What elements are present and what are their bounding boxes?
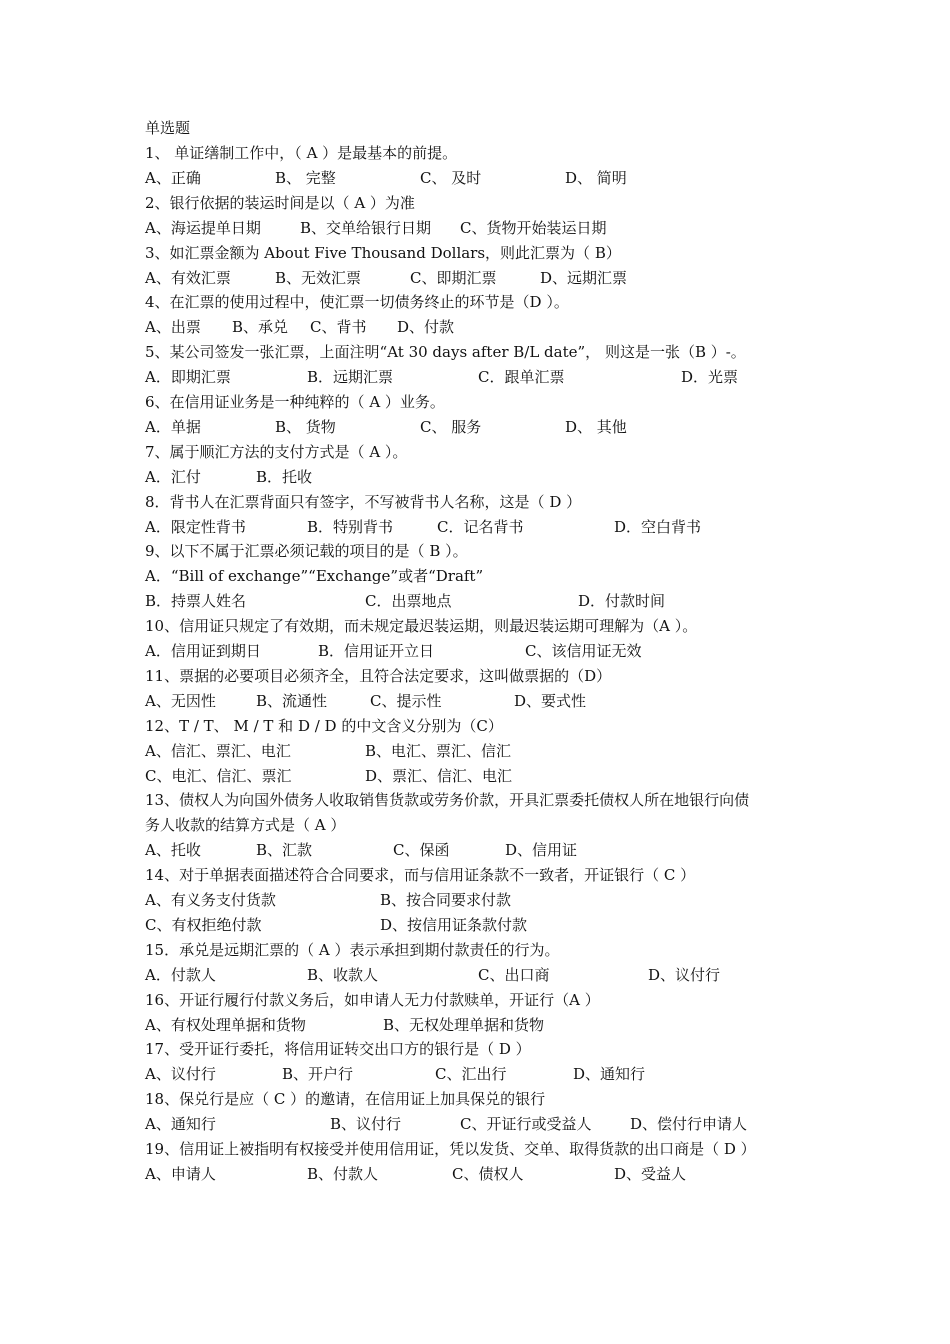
answer-option: A、通知行	[145, 1115, 216, 1134]
question-text-continued: 务人收款的结算方式是（ A ）	[145, 816, 346, 835]
answer-option: B．托收	[256, 467, 313, 486]
answer-option: C．记名背书	[437, 517, 524, 536]
section-title: 单选题	[145, 119, 191, 137]
answer-option: A．付款人	[145, 965, 216, 984]
answer-option: A、正确	[145, 168, 201, 187]
answer-option: B、 完整	[275, 168, 336, 187]
answer-option: D、远期汇票	[540, 268, 628, 287]
answer-option: A、申请人	[145, 1164, 216, 1183]
answer-option: A．限定性背书	[145, 517, 246, 536]
answer-option: B、 货物	[275, 417, 336, 436]
answer-option: D、议付行	[648, 965, 721, 984]
answer-option: D、偿付行申请人	[630, 1115, 748, 1134]
answer-option: C．出票地点	[365, 592, 452, 611]
answer-option: C、提示性	[370, 691, 442, 710]
answer-option: C．跟单汇票	[478, 368, 565, 387]
answer-option: A、出票	[145, 318, 201, 337]
answer-option: C、开证行或受益人	[460, 1115, 592, 1134]
answer-option: B．特别背书	[307, 517, 394, 536]
answer-option: C、该信用证无效	[525, 642, 642, 660]
answer-option: B．持票人姓名	[145, 592, 247, 611]
answer-option: D、信用证	[505, 841, 578, 860]
answer-option: D、付款	[397, 318, 455, 337]
answer-option: B、无权处理单据和货物	[383, 1015, 545, 1034]
question-text: 1、 单证缮制工作中，（ A ）是最基本的前提。	[145, 144, 458, 162]
question-text: 4、在汇票的使用过程中，使汇票一切债务终止的环节是（D ）。	[145, 293, 569, 312]
answer-option: D、 简明	[565, 168, 627, 187]
answer-option: B、交单给银行日期	[300, 218, 432, 237]
answer-option: D、受益人	[614, 1164, 687, 1183]
question-text: 8．背书人在汇票背面只有签字，不写被背书人名称，这是（ D ）	[145, 492, 582, 511]
answer-option: D、通知行	[573, 1065, 646, 1084]
answer-option: A、有效汇票	[145, 268, 231, 287]
question-text: 2、银行依据的装运时间是以（ A ）为准	[145, 193, 415, 212]
answer-option: B、电汇、票汇、信汇	[365, 741, 512, 760]
question-text: 19、信用证上被指明有权接受并使用信用证，凭以发货、交单、取得货款的出口商是（ D ）	[145, 1140, 756, 1158]
question-text: 11、票据的必要项目必须齐全，且符合法定要求，这叫做票据的（D）	[145, 666, 612, 685]
answer-option: D．光票	[681, 368, 739, 387]
answer-option: B、汇款	[256, 841, 313, 860]
answer-option: D、要式性	[514, 691, 587, 710]
answer-option: C、出口商	[478, 965, 550, 984]
question-text: 16、开证行履行付款义务后，如申请人无力付款赎单，开证行（A ）	[145, 990, 600, 1009]
answer-option: A、海运提单日期	[145, 218, 261, 237]
answer-option: A、无因性	[145, 691, 216, 710]
answer-option: C、背书	[310, 318, 367, 337]
answer-option: A、托收	[145, 841, 201, 860]
answer-option: C、保函	[393, 841, 450, 860]
answer-option: C、 及时	[420, 168, 482, 187]
question-text: 7、属于顺汇方法的支付方式是（ A ）。	[145, 442, 408, 461]
answer-option: A．“Bill of exchange”“Exchange”或者“Draft”	[145, 567, 484, 586]
answer-option: C、电汇、信汇、票汇	[145, 766, 292, 785]
answer-option: A．信用证到期日	[145, 642, 261, 660]
answer-option: D．空白背书	[614, 517, 702, 536]
question-text: 9、以下不属于汇票必须记载的项目的是（ B ）。	[145, 542, 468, 561]
answer-option: A、有权处理单据和货物	[145, 1015, 306, 1034]
answer-option: C、即期汇票	[410, 268, 497, 287]
question-text: 5、某公司签发一张汇票，上面注明“At 30 days after B/L date”， 则这是一张（B ）-。	[145, 343, 746, 362]
answer-option: B．远期汇票	[307, 368, 394, 387]
answer-option: C、 服务	[420, 417, 482, 436]
question-text: 3、如汇票金额为 About Five Thousand Dollars，则此汇票为（ B）	[145, 243, 621, 262]
answer-option: D、票汇、信汇、电汇	[365, 766, 513, 785]
answer-option: B．信用证开立日	[318, 642, 435, 660]
answer-option: D、 其他	[565, 417, 627, 436]
answer-option: B、承兑	[232, 318, 289, 337]
question-text: 13、债权人为向国外债务人收取销售货款或劳务价款，开具汇票委托债权人所在地银行向债	[145, 791, 750, 810]
question-text: 14、对于单据表面描述符合合同要求，而与信用证条款不一致者，开证银行（ C ）	[145, 866, 696, 885]
answer-option: B、开户行	[282, 1065, 354, 1084]
answer-option: A、议付行	[145, 1065, 216, 1084]
answer-option: B、无效汇票	[275, 268, 362, 287]
question-text: 18、保兑行是应（ C ）的邀请，在信用证上加具保兑的银行	[145, 1090, 546, 1109]
answer-option: A．汇付	[145, 467, 201, 486]
answer-option: B、流通性	[256, 691, 328, 710]
answer-option: B、收款人	[307, 965, 379, 984]
answer-option: C、有权拒绝付款	[145, 915, 262, 934]
answer-option: A、有义务支付货款	[145, 891, 276, 909]
answer-option: A、信汇、票汇、电汇	[145, 741, 291, 760]
question-text: 6、在信用证业务是一种纯粹的（ A ）业务。	[145, 393, 445, 411]
answer-option: A．单据	[145, 417, 201, 436]
answer-option: C、债权人	[452, 1164, 524, 1183]
answer-option: D．付款时间	[578, 592, 666, 611]
question-text: 10、信用证只规定了有效期，而未规定最迟装运期，则最迟装运期可理解为（A ）。	[145, 617, 698, 636]
question-text: 17、受开证行委托，将信用证转交出口方的银行是（ D ）	[145, 1040, 531, 1059]
answer-option: B、按合同要求付款	[380, 891, 512, 909]
question-text: 12、T / T、 M / T 和 D / D 的中文含义分别为（C）	[145, 716, 503, 735]
answer-option: D、按信用证条款付款	[380, 915, 528, 934]
answer-option: B、付款人	[307, 1164, 379, 1183]
answer-option: C、货物开始装运日期	[460, 218, 607, 237]
answer-option: C、汇出行	[435, 1065, 507, 1084]
answer-option: B、议付行	[330, 1115, 402, 1134]
answer-option: A．即期汇票	[145, 368, 231, 387]
question-text: 15．承兑是远期汇票的（ A ）表示承担到期付款责任的行为。	[145, 940, 560, 959]
